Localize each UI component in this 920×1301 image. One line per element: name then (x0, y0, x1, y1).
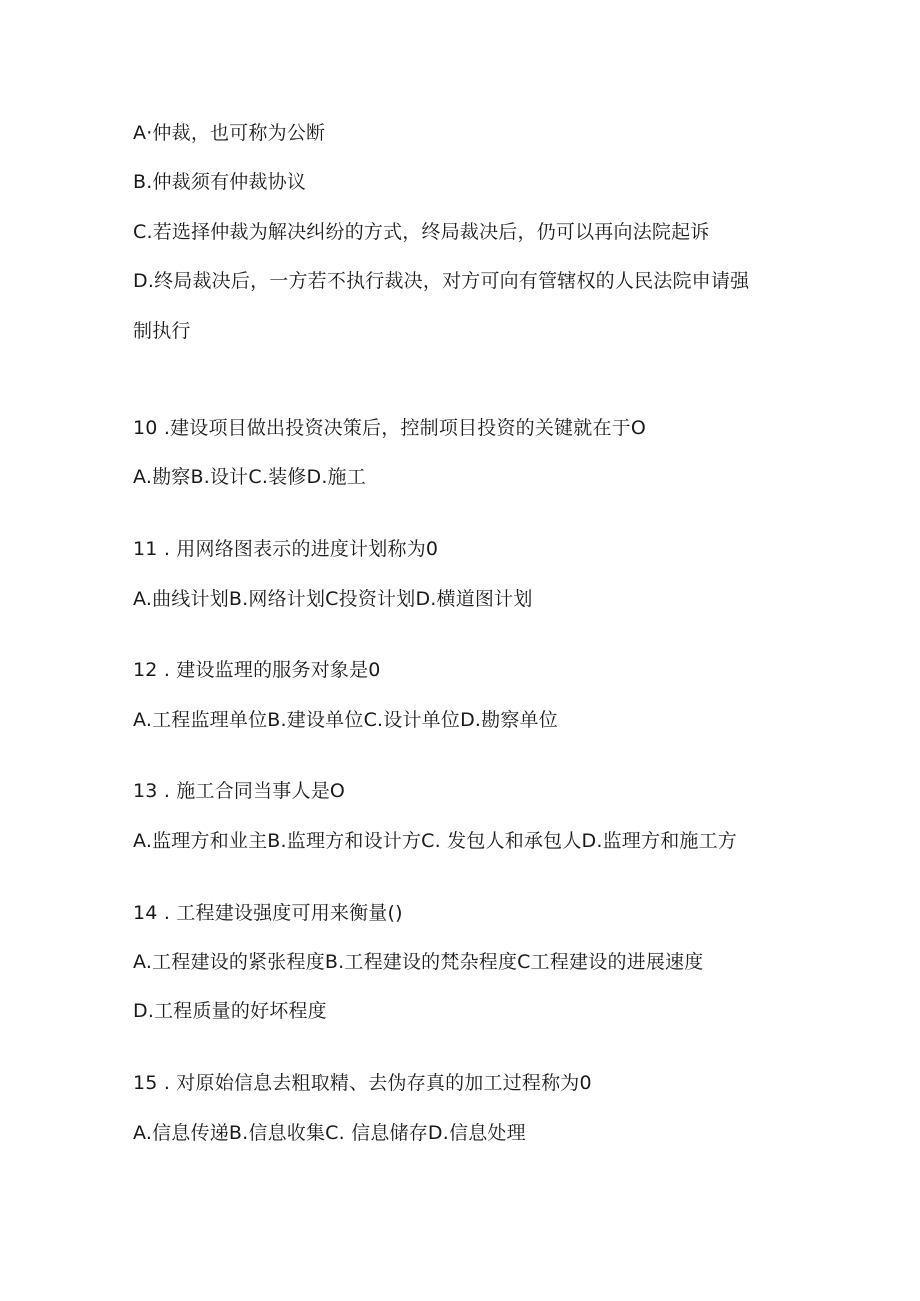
question-10-options: A.勘察B.设计C.装修D.施工 (133, 466, 366, 488)
question-11-options: A.曲线计划B.网络计划C投资计划D.横道图计划 (133, 588, 533, 610)
question-15: 15 . 对原始信息去粗取精、去伪存真的加工过程称为0 (133, 1072, 592, 1094)
question-12-options: A.工程监理单位B.建设单位C.设计单位D.勘察单位 (133, 709, 558, 731)
option-c-line: C.若选择仲裁为解决纠纷的方式，终局裁决后，仍可以再向法院起诉 (133, 221, 710, 243)
question-11: 11 . 用网络图表示的进度计划称为0 (133, 538, 439, 560)
option-a-line: A·仲裁，也可称为公断 (133, 122, 326, 144)
question-12: 12 . 建设监理的服务对象是0 (133, 659, 381, 681)
question-13: 13 . 施工合同当事人是O (133, 780, 346, 802)
question-14: 14 . 工程建设强度可用来衡量() (133, 902, 403, 924)
option-d-line: D.终局裁决后，一方若不执行裁决，对方可向有管辖权的人民法院申请强 (133, 270, 750, 292)
question-10: 10 .建设项目做出投资决策后，控制项目投资的关键就在于O (133, 417, 647, 439)
option-d-line-continued: 制执行 (133, 320, 191, 342)
option-b-line: B.仲裁须有仲裁协议 (133, 171, 307, 193)
question-13-options: A.监理方和业主B.监理方和设计方C. 发包人和承包人D.监理方和施工方 (133, 830, 737, 852)
question-14-option-d: D.工程质量的好坏程度 (133, 1000, 327, 1022)
question-15-options: A.信息传递B.信息收集C. 信息储存D.信息处理 (133, 1122, 526, 1144)
question-14-options: A.工程建设的紧张程度B.工程建设的梵杂程度C工程建设的进展速度 (133, 951, 704, 973)
